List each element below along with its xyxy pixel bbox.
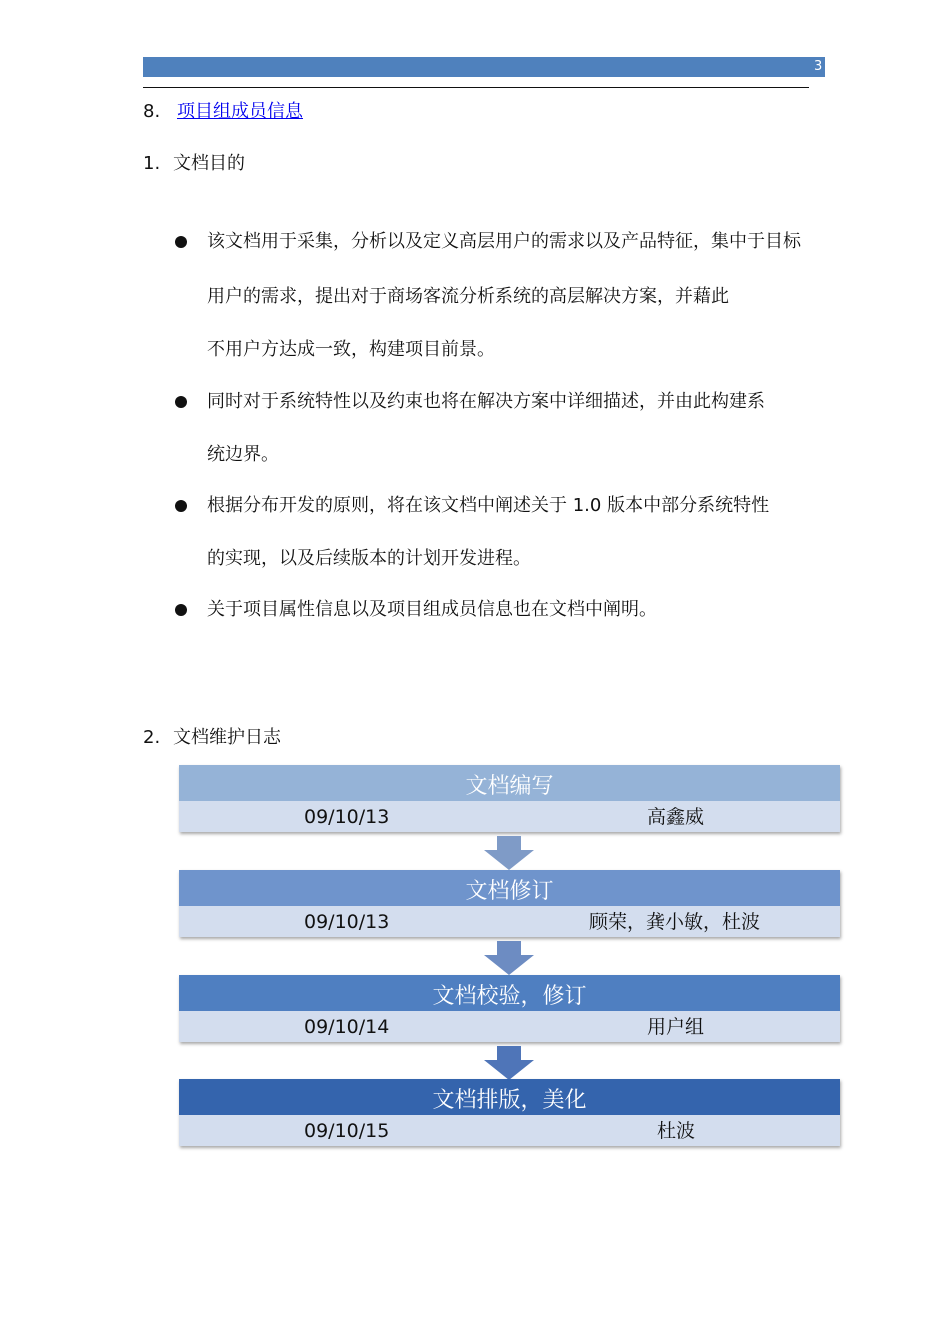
log-step-people: 高鑫威 — [647, 806, 705, 828]
section-number: 2. — [143, 727, 161, 748]
bullet-line: 统边界。 — [207, 444, 279, 465]
section-heading-purpose — [143, 152, 245, 176]
bullet-line: 同时对于系统特性以及约束也将在解决方案中详细描述，并由此构建系 — [207, 391, 765, 412]
header-bar — [143, 57, 825, 77]
log-step — [179, 870, 840, 937]
bullet-dot — [175, 500, 187, 512]
bullet-dot — [175, 396, 187, 408]
bullet-line: 关于项目属性信息以及项目组成员信息也在文档中阐明。 — [207, 599, 657, 620]
log-step-details — [179, 1011, 840, 1042]
down-arrow-icon — [484, 941, 534, 975]
section-title: 文档目的 — [173, 153, 245, 174]
log-step-people: 顾荣，龚小敏，杜波 — [589, 911, 761, 933]
log-step-people: 用户组 — [647, 1016, 705, 1038]
bullet-line: 根据分布开发的原则，将在该文档中阐述关于 1.0 版本中部分系统特性 — [207, 495, 770, 516]
toc-link[interactable]: 项目组成员信息 — [177, 101, 303, 122]
bullet-line: 该文档用于采集，分析以及定义高层用户的需求以及产品特征，集中于目标 — [207, 231, 801, 252]
down-arrow-icon — [484, 836, 534, 870]
bullet-dot — [175, 604, 187, 616]
log-step — [179, 765, 840, 832]
section-heading-log — [143, 726, 281, 750]
log-step-details — [179, 801, 840, 832]
log-step — [179, 1079, 840, 1146]
section-title: 文档维护日志 — [173, 727, 281, 748]
down-arrow-icon — [484, 1046, 534, 1080]
log-step-title: 文档编写 — [179, 765, 840, 801]
log-step-date: 09/10/15 — [304, 1120, 390, 1142]
log-step-date: 09/10/13 — [304, 806, 390, 828]
log-step-title: 文档排版，美化 — [179, 1079, 840, 1115]
toc-entry — [143, 100, 303, 124]
log-step-details — [179, 906, 840, 937]
bullet-line: 不用户方达成一致，构建项目前景。 — [207, 339, 495, 360]
log-step-title: 文档修订 — [179, 870, 840, 906]
log-step-title: 文档校验，修订 — [179, 975, 840, 1011]
log-step-people: 杜波 — [657, 1120, 696, 1142]
log-step — [179, 975, 840, 1042]
toc-number: 8. — [143, 101, 161, 122]
bullet-line: 的实现，以及后续版本的计划开发进程。 — [207, 548, 531, 569]
section-number: 1. — [143, 153, 161, 174]
page-number: 3 — [814, 59, 823, 74]
bullet-line: 用户的需求，提出对于商场客流分析系统的高层解决方案，并藉此 — [207, 286, 729, 307]
log-step-date: 09/10/14 — [304, 1016, 390, 1038]
log-step-date: 09/10/13 — [304, 911, 390, 933]
header-rule — [143, 87, 809, 88]
log-step-details — [179, 1115, 840, 1146]
bullet-dot — [175, 236, 187, 248]
